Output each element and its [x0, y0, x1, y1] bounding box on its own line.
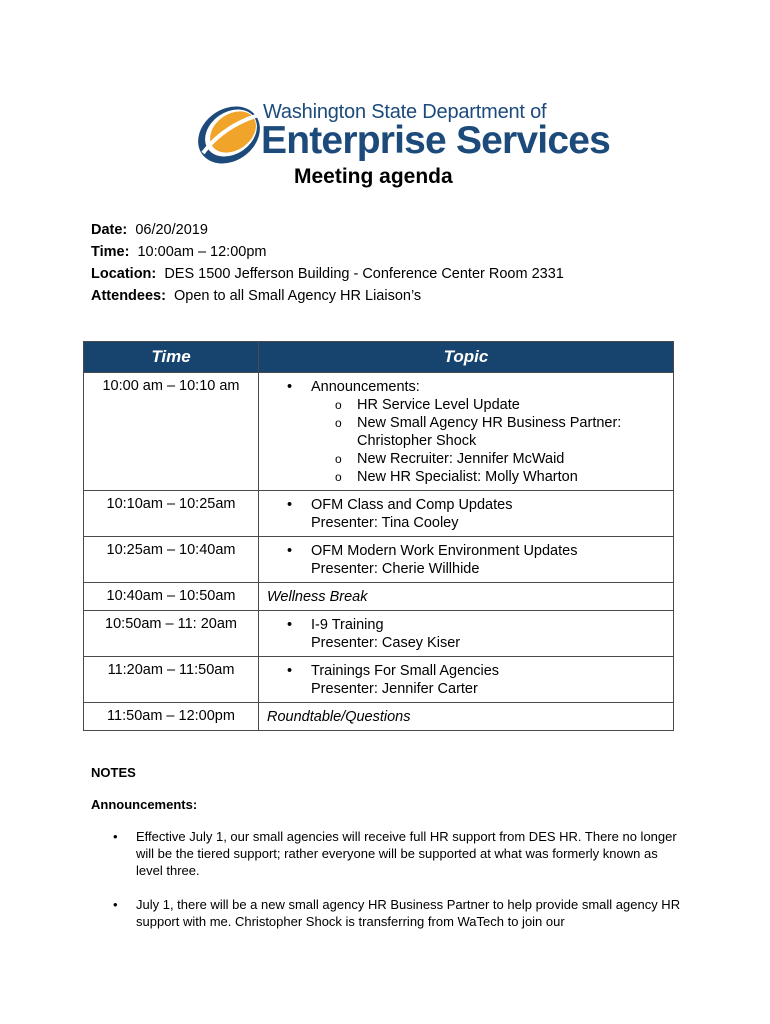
time-cell: 10:00 am – 10:10 am — [84, 373, 259, 491]
topic-cell — [259, 537, 674, 583]
time-cell: 10:40am – 10:50am — [84, 583, 259, 611]
list-item: • Effective July 1, our small agencies will receive full HR support from DES HR. There no longer will be the tiered support; rather everyone will be supported at what was formerly known as level three. — [91, 828, 681, 879]
time-label: Time: — [91, 244, 130, 260]
topic-italic: Roundtable/Questions — [267, 709, 411, 725]
table-row — [84, 611, 674, 657]
topic-bullet: • OFM Class and Comp Updates — [267, 496, 667, 514]
time-cell: 10:25am – 10:40am — [84, 537, 259, 583]
agenda-header-row — [84, 342, 674, 373]
topic-cell — [259, 491, 674, 537]
org-name-line1: Washington State Department of — [263, 101, 547, 123]
swoosh-logo-icon — [193, 97, 265, 169]
table-row — [84, 583, 674, 611]
attendees-value: Open to all Small Agency HR Liaison’s — [174, 288, 422, 304]
time-line — [91, 241, 564, 263]
agency-logo — [193, 95, 611, 193]
org-name-line2: Enterprise Services — [261, 119, 611, 162]
notes-list — [91, 828, 681, 947]
table-row — [84, 657, 674, 703]
topic-bullet: • I-9 Training — [267, 616, 667, 634]
topic-subitem: o New Small Agency HR Business Partner: Christopher Shock — [267, 414, 667, 450]
topic-cell — [259, 611, 674, 657]
column-header-time: Time — [84, 342, 259, 373]
topic-bullet: • Announcements: — [267, 378, 667, 396]
attendees-line — [91, 285, 564, 307]
time-cell: 10:50am – 11: 20am — [84, 611, 259, 657]
table-row — [84, 703, 674, 731]
time-value: 10:00am – 12:00pm — [137, 244, 267, 260]
column-header-topic: Topic — [259, 342, 674, 373]
topic-cell — [259, 657, 674, 703]
topic-italic: Wellness Break — [267, 589, 368, 605]
table-row — [84, 373, 674, 491]
time-cell: 11:50am – 12:00pm — [84, 703, 259, 731]
time-cell: 11:20am – 11:50am — [84, 657, 259, 703]
topic-cell — [259, 583, 674, 611]
topic-presenter: Presenter: Cherie Willhide — [311, 561, 480, 577]
topic-subitem: o New Recruiter: Jennifer McWaid — [267, 450, 667, 468]
topic-cell — [259, 373, 674, 491]
topic-presenter: Presenter: Jennifer Carter — [311, 681, 478, 697]
location-line — [91, 263, 564, 285]
topic-cell — [259, 703, 674, 731]
topic-presenter: Presenter: Casey Kiser — [311, 635, 461, 651]
time-cell: 10:10am – 10:25am — [84, 491, 259, 537]
topic-subitem: o HR Service Level Update — [267, 396, 667, 414]
location-label: Location: — [91, 266, 157, 282]
date-line — [91, 219, 564, 241]
meeting-details — [91, 219, 564, 307]
topic-bullet: • Trainings For Small Agencies — [267, 662, 667, 680]
date-value: 06/20/2019 — [135, 222, 208, 238]
topic-bullet: • OFM Modern Work Environment Updates — [267, 542, 667, 560]
topic-presenter: Presenter: Tina Cooley — [311, 515, 459, 531]
date-label: Date: — [91, 222, 128, 238]
attendees-label: Attendees: — [91, 288, 166, 304]
table-row — [84, 537, 674, 583]
list-item: • July 1, there will be a new small agency HR Business Partner to help provide small agency HR support with me. Christopher Shock is transferring from WaTech to join our — [91, 896, 681, 930]
notes-heading: NOTES — [91, 765, 136, 780]
topic-subitem: o New HR Specialist: Molly Wharton — [267, 468, 667, 486]
table-row — [84, 491, 674, 537]
announcements-heading: Announcements: — [91, 797, 198, 812]
document-title: Meeting agenda — [294, 165, 453, 188]
agenda-table — [83, 341, 674, 731]
location-value: DES 1500 Jefferson Building - Conference Center Room 2331 — [164, 266, 564, 282]
